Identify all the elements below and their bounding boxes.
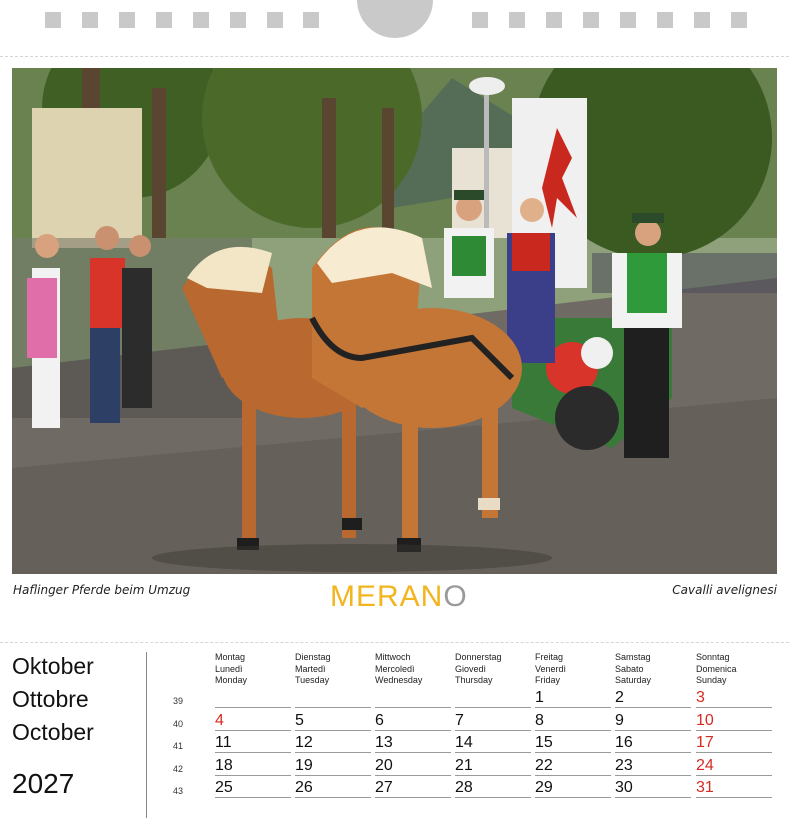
day-header-tuesday [295, 652, 331, 687]
date-cell: 9 [615, 711, 691, 731]
day-header-sunday [696, 652, 737, 687]
date-cell [295, 688, 371, 708]
calendar-binding [0, 0, 789, 50]
day-name-english: Monday [215, 675, 248, 685]
day-header-monday [215, 652, 247, 687]
photo-caption-german: Haflinger Pferde beim Umzug [13, 583, 191, 597]
binding-hole [546, 12, 562, 28]
date-cell: 11 [215, 733, 291, 753]
date-cell: 6 [375, 711, 451, 731]
day-name-italian: Martedì [295, 663, 326, 674]
photo-haflinger-horses-parade [12, 68, 777, 574]
date-cell: 18 [215, 756, 291, 776]
date-cell: 17 [696, 733, 772, 753]
week-number: 42 [172, 764, 183, 774]
date-cell: 27 [375, 778, 451, 798]
date-cell: 23 [615, 756, 691, 776]
day-name-german: Mittwoch [375, 652, 411, 662]
date-cell: 24 [696, 756, 772, 776]
day-name-english: Friday [535, 675, 561, 685]
day-name-german: Donnerstag [455, 652, 502, 662]
date-cell: 14 [455, 733, 531, 753]
day-name-english: Saturday [615, 675, 652, 685]
date-cell: 15 [535, 733, 611, 753]
date-cell: 22 [535, 756, 611, 776]
binding-hole [620, 12, 636, 28]
date-cell: 12 [295, 733, 371, 753]
day-header-wednesday [375, 652, 422, 687]
date-cell: 20 [375, 756, 451, 776]
month-name-english: October [12, 719, 94, 745]
day-name-english: Sunday [696, 675, 727, 685]
year: 2027 [12, 768, 75, 799]
week-number: 43 [172, 786, 183, 796]
day-name-italian: Venerdì [535, 663, 567, 674]
date-cell [375, 688, 451, 708]
date-cell: 8 [535, 711, 611, 731]
hanger-cutout [357, 0, 433, 38]
day-header-friday [535, 652, 566, 687]
binding-hole [267, 12, 283, 28]
date-cell: 21 [455, 756, 531, 776]
binding-hole [472, 12, 488, 28]
day-name-english: Wednesday [375, 675, 423, 685]
date-cell: 13 [375, 733, 451, 753]
binding-hole [657, 12, 673, 28]
day-name-german: Freitag [535, 652, 564, 662]
day-name-english: Thursday [455, 675, 493, 685]
date-cell [215, 688, 291, 708]
title-tail: O [443, 580, 468, 613]
week-number: 39 [172, 696, 183, 706]
date-cell: 1 [535, 688, 611, 708]
binding-hole [82, 12, 98, 28]
photo-caption-italian: Cavalli avelignesi [672, 583, 777, 597]
day-header-thursday [455, 652, 502, 687]
date-cell: 10 [696, 711, 772, 731]
day-name-italian: Mercoledì [375, 663, 415, 674]
date-cell: 7 [455, 711, 531, 731]
day-name-italian: Lunedì [215, 663, 243, 674]
divider [146, 652, 147, 818]
week-number: 40 [172, 719, 183, 729]
day-name-italian: Giovedì [455, 663, 487, 674]
month-names [12, 650, 94, 749]
date-cell: 3 [696, 688, 772, 708]
title-main: MERAN [330, 580, 444, 613]
binding-hole [694, 12, 710, 28]
binding-hole [583, 12, 599, 28]
date-cell: 25 [215, 778, 291, 798]
day-name-english: Tuesday [295, 675, 330, 685]
binding-hole [193, 12, 209, 28]
calendar-photo [12, 68, 777, 574]
binding-hole [509, 12, 525, 28]
binding-hole [45, 12, 61, 28]
date-cell: 31 [696, 778, 772, 798]
binding-hole [156, 12, 172, 28]
perforation-line [0, 642, 789, 643]
day-name-german: Samstag [615, 652, 651, 662]
date-cell: 29 [535, 778, 611, 798]
date-cell: 16 [615, 733, 691, 753]
day-name-german: Montag [215, 652, 246, 662]
date-cell: 2 [615, 688, 691, 708]
day-name-italian: Sabato [615, 663, 644, 674]
date-cell: 28 [455, 778, 531, 798]
date-cell: 26 [295, 778, 371, 798]
binding-hole [731, 12, 747, 28]
month-name-german: Oktober [12, 653, 94, 679]
date-cell [455, 688, 531, 708]
day-header-saturday [615, 652, 651, 687]
week-number: 41 [172, 741, 183, 751]
date-cell: 4 [215, 711, 291, 731]
date-cell: 19 [295, 756, 371, 776]
date-cell: 30 [615, 778, 691, 798]
month-name-italian: Ottobre [12, 686, 89, 712]
date-cell: 5 [295, 711, 371, 731]
binding-hole [119, 12, 135, 28]
binding-hole [303, 12, 319, 28]
binding-hole [230, 12, 246, 28]
day-name-italian: Domenica [696, 663, 737, 674]
perforation-line [0, 56, 789, 57]
calendar-title [330, 580, 468, 614]
day-name-german: Dienstag [295, 652, 331, 662]
day-name-german: Sonntag [696, 652, 730, 662]
